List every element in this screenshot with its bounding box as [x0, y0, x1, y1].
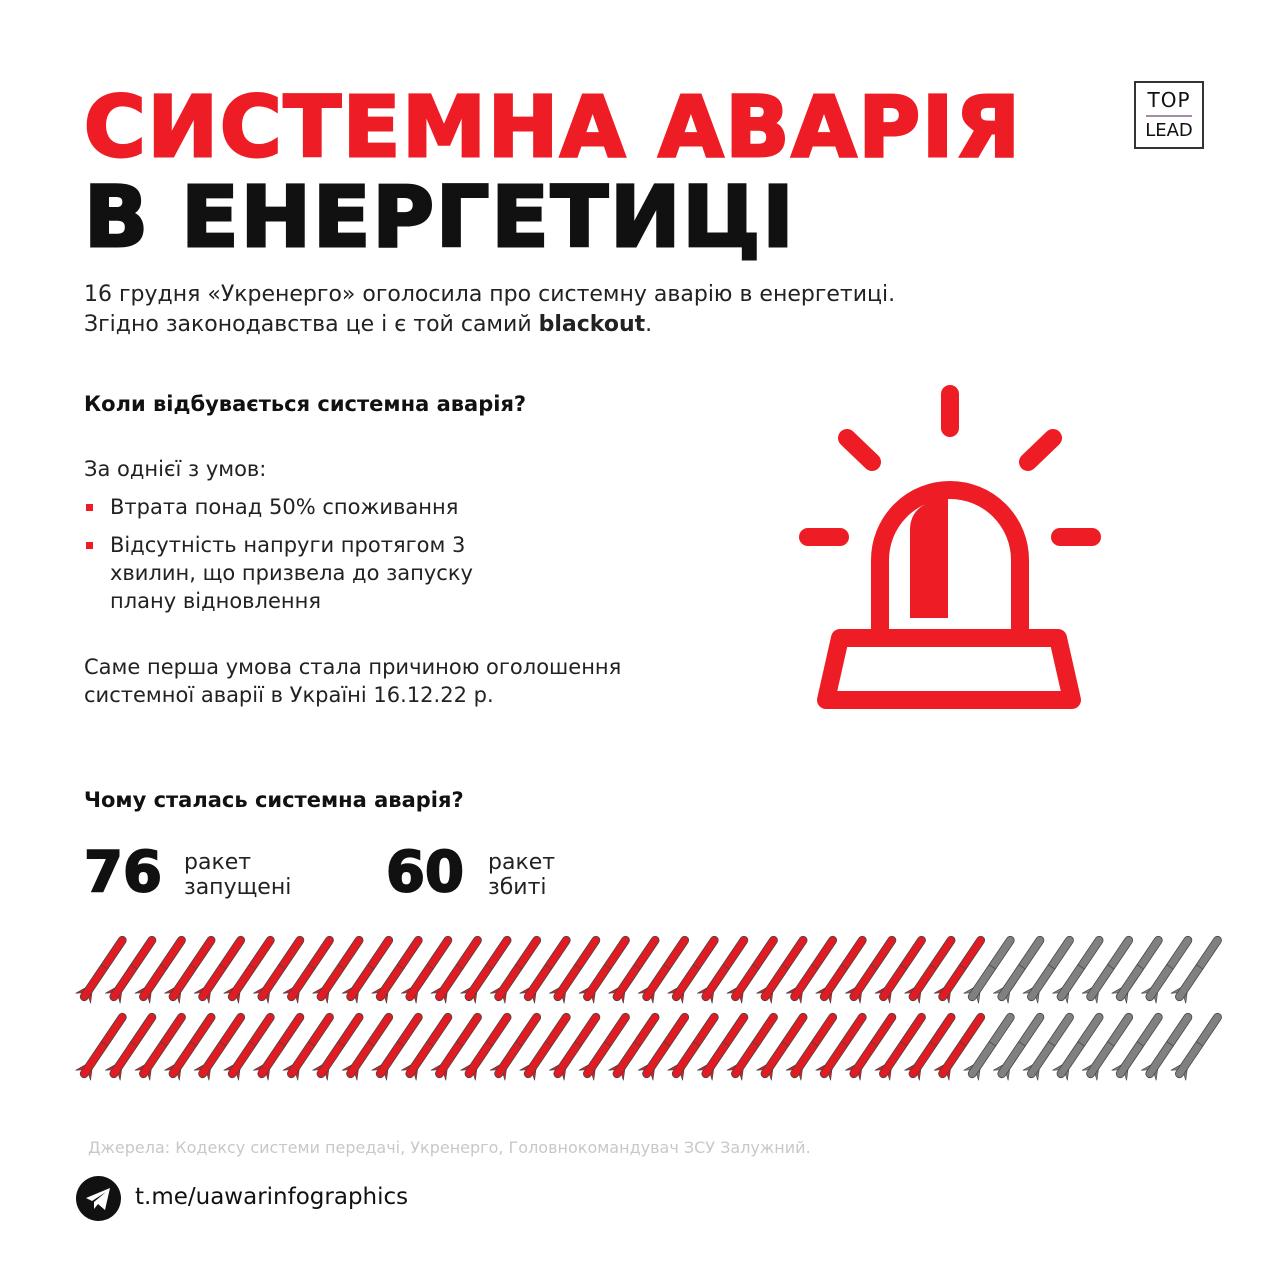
missile-shot-down: [667, 1009, 724, 1082]
missile-shot-down: [637, 932, 694, 1005]
missile-shot-down: [844, 1009, 901, 1082]
intro-line-2: [84, 310, 895, 340]
missile-not-shot-down: [963, 1009, 1020, 1082]
when-conclusion: Саме перша умова стала причиною оголошення системної аварії в Україні 16.12.22 р.: [84, 655, 622, 707]
conditions-list: [84, 493, 554, 615]
missile-not-shot-down: [1170, 1009, 1227, 1082]
missile-shot-down: [75, 932, 132, 1005]
missile-not-shot-down: [1022, 1009, 1079, 1082]
intro-prefix: Згідно законодавства це і є той самий: [84, 312, 539, 337]
missile-shot-down: [933, 932, 990, 1005]
missile-shot-down: [489, 1009, 546, 1082]
missile-shot-down: [341, 1009, 398, 1082]
shot-down-label-1: ракет: [488, 850, 556, 875]
missile-shot-down: [785, 932, 842, 1005]
missile-not-shot-down: [1140, 932, 1197, 1005]
missile-shot-down: [696, 932, 753, 1005]
missile-shot-down: [371, 1009, 428, 1082]
telegram-icon[interactable]: [76, 1176, 121, 1221]
missile-shot-down: [667, 932, 724, 1005]
missile-shot-down: [459, 932, 516, 1005]
missile-shot-down: [489, 932, 546, 1005]
missile-shot-down: [903, 932, 960, 1005]
missile-shot-down: [815, 1009, 872, 1082]
missile-shot-down: [459, 1009, 516, 1082]
missile-shot-down: [223, 1009, 280, 1082]
missile-not-shot-down: [1140, 1009, 1197, 1082]
missile-not-shot-down: [992, 932, 1049, 1005]
condition-item: Відсутність напруги протягом 3 хвилин, що призвела до запуску плану відновлення: [84, 531, 510, 615]
intro-line-1: 16 грудня «Укренерго» оголосила про системну аварію в енергетиці.: [84, 282, 896, 307]
missile-shot-down: [134, 932, 191, 1005]
shot-down-count: 60: [386, 840, 464, 905]
missile-shot-down: [548, 1009, 605, 1082]
missile-shot-down: [785, 1009, 842, 1082]
why-heading: Чому сталась системна аварія?: [84, 788, 464, 812]
missile-not-shot-down: [1081, 932, 1138, 1005]
missile-shot-down: [578, 932, 635, 1005]
telegram-link[interactable]: t.me/uawarinfographics: [135, 1184, 409, 1210]
shot-down-label: [488, 850, 555, 900]
missile-not-shot-down: [1170, 932, 1227, 1005]
missile-shot-down: [104, 1009, 161, 1082]
top-lead-logo: [1134, 81, 1204, 149]
missile-shot-down: [874, 1009, 931, 1082]
missile-shot-down: [696, 1009, 753, 1082]
missile-shot-down: [607, 1009, 664, 1082]
when-lead: За однієї з умов:: [84, 457, 267, 481]
missile-not-shot-down: [1051, 932, 1108, 1005]
launched-label: [184, 850, 291, 900]
missile-not-shot-down: [963, 932, 1020, 1005]
missile-shot-down: [548, 932, 605, 1005]
missile-not-shot-down: [992, 1009, 1049, 1082]
title-line-2: В ЕНЕРГЕТИЦІ: [84, 168, 796, 266]
intro-bold: blackout: [538, 312, 646, 337]
missile-shot-down: [933, 1009, 990, 1082]
missile-shot-down: [252, 932, 309, 1005]
missile-shot-down: [815, 932, 872, 1005]
when-heading: Коли відбувається системна аварія?: [84, 392, 527, 416]
missile-shot-down: [726, 932, 783, 1005]
missile-shot-down: [726, 1009, 783, 1082]
missile-shot-down: [755, 1009, 812, 1082]
sources: Джерела: Кодексу системи передачі, Укренерго, Головнокомандувач ЗСУ Залужний.: [88, 1138, 811, 1157]
missile-shot-down: [223, 932, 280, 1005]
missile-shot-down: [252, 1009, 309, 1082]
missile-shot-down: [607, 932, 664, 1005]
missile-shot-down: [903, 1009, 960, 1082]
launched-label-1: ракет: [184, 850, 252, 875]
missile-shot-down: [104, 932, 161, 1005]
logo-divider: [1146, 115, 1192, 117]
missile-pictogram: [0, 920, 1280, 1090]
missile-shot-down: [193, 1009, 250, 1082]
missile-shot-down: [134, 1009, 191, 1082]
title-line-1: СИСТЕМНА АВАРІЯ: [84, 78, 1022, 176]
missile-shot-down: [578, 1009, 635, 1082]
missile-not-shot-down: [1051, 1009, 1108, 1082]
missile-shot-down: [341, 932, 398, 1005]
missile-shot-down: [282, 1009, 339, 1082]
missile-shot-down: [844, 932, 901, 1005]
missile-not-shot-down: [1022, 932, 1079, 1005]
missile-shot-down: [311, 932, 368, 1005]
missile-shot-down: [430, 1009, 487, 1082]
shot-down-label-2: збиті: [488, 875, 547, 900]
missile-shot-down: [371, 932, 428, 1005]
missile-not-shot-down: [1081, 1009, 1138, 1082]
missile-shot-down: [430, 932, 487, 1005]
launched-label-2: запущені: [184, 875, 292, 900]
condition-item: Втрата понад 50% споживання: [84, 493, 554, 521]
missile-shot-down: [400, 932, 457, 1005]
missile-not-shot-down: [1111, 1009, 1168, 1082]
intro-text: [84, 280, 895, 340]
missile-shot-down: [400, 1009, 457, 1082]
launched-count: 76: [84, 840, 162, 905]
missile-shot-down: [311, 1009, 368, 1082]
siren-icon: [790, 380, 1110, 720]
missile-shot-down: [519, 1009, 576, 1082]
missile-shot-down: [519, 932, 576, 1005]
missile-shot-down: [874, 932, 931, 1005]
missile-shot-down: [163, 1009, 220, 1082]
logo-bottom: LEAD: [1145, 120, 1193, 141]
missile-shot-down: [193, 932, 250, 1005]
when-section: [84, 455, 554, 625]
logo-top: TOP: [1147, 88, 1191, 112]
missile-shot-down: [755, 932, 812, 1005]
missile-shot-down: [282, 932, 339, 1005]
missile-shot-down: [75, 1009, 132, 1082]
intro-suffix: .: [645, 312, 653, 337]
missile-not-shot-down: [1111, 932, 1168, 1005]
missile-shot-down: [637, 1009, 694, 1082]
missile-shot-down: [163, 932, 220, 1005]
